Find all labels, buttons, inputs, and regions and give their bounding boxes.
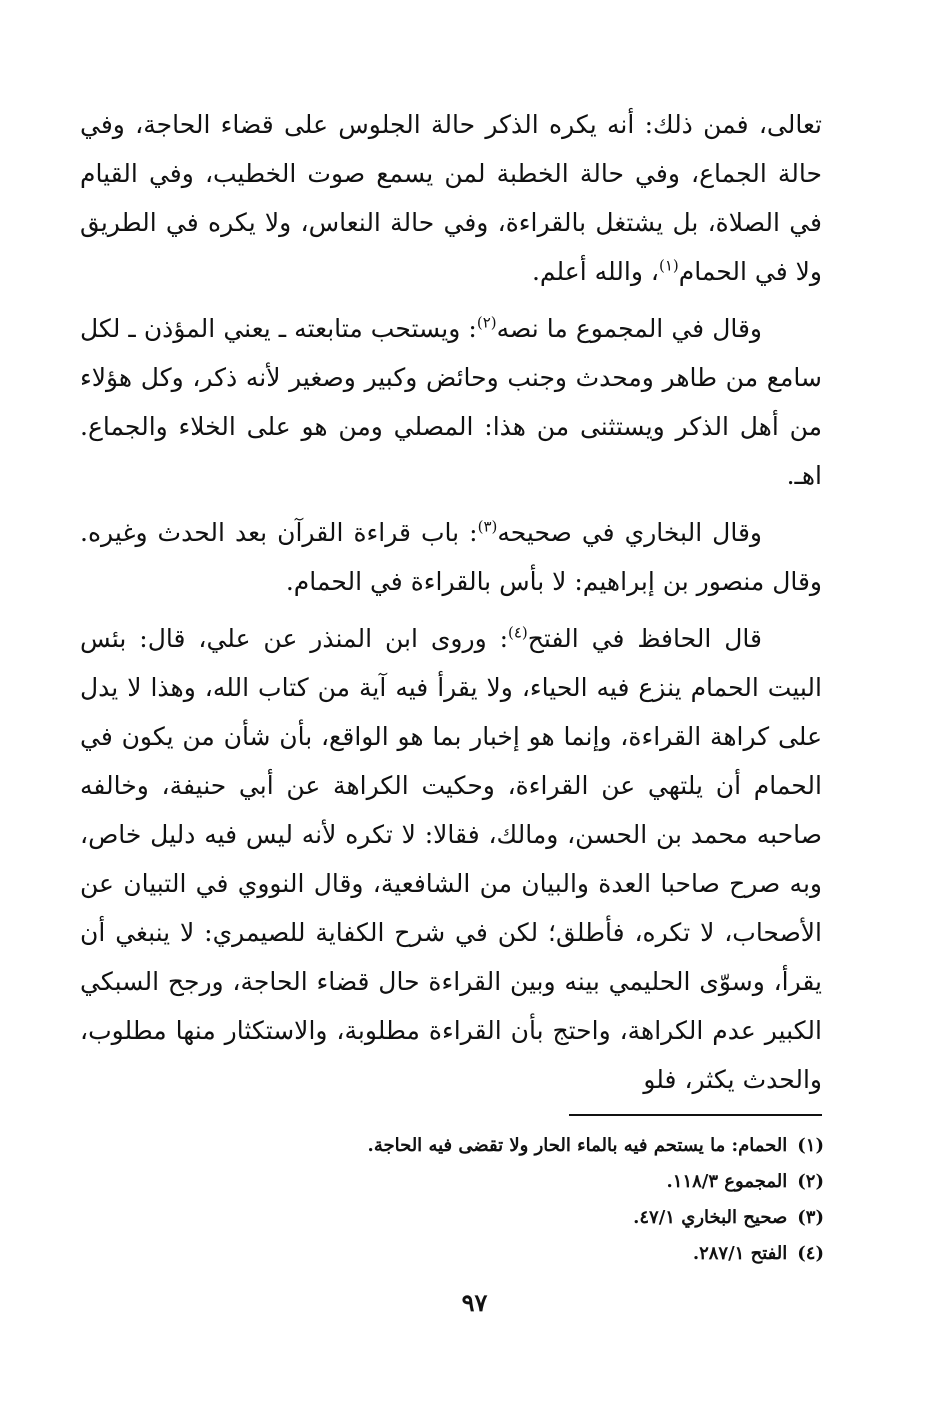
paragraph-text: : ويستحب متابعته ـ يعني المؤذن ـ لكل سامع من طاهر ومحدث وجنب وحائض وكبير وصغير لأنه ذكر، وكل هؤلاء من أهل الذكر ويستثنى من هذا: المصلي ومن هو على الخلاء والجماع. اهـ. (80, 314, 822, 490)
paragraph-4 (80, 614, 822, 1104)
footnote-1 (124, 1128, 824, 1164)
paragraph-text: قال الحافظ في الفتح (527, 624, 762, 653)
footnote-number: (٤) (797, 1243, 824, 1264)
footnote-number: (٢) (797, 1171, 824, 1192)
paragraph-text: ، والله أعلم. (531, 257, 659, 286)
paragraph-text: : باب قراءة القرآن بعد الحدث وغيره. وقال منصور بن إبراهيم: لا بأس بالقراءة في الحمام. (80, 518, 822, 596)
footnote-3 (124, 1200, 824, 1236)
footnote-text: الحمام: ما يستحم فيه بالماء الحار ولا تقضى فيه الحاجة. (367, 1135, 788, 1156)
paragraph-text: تعالى، فمن ذلك: أنه يكره الذكر حالة الجلوس على قضاء الحاجة، وفي حالة الجماع، وفي حالة الخطبة لمن يسمع صوت الخطيب، وفي القيام في الصلاة، بل يشتغل بالقراءة، وفي حالة النعاس، ولا يكره في الطريق ولا في الحمام (80, 110, 822, 286)
footnote-number: (٣) (797, 1207, 824, 1228)
paragraph-2 (80, 304, 822, 500)
page-number: ٩٧ (461, 1288, 488, 1317)
paragraph-text: : وروى ابن المنذر عن علي، قال: بئس البيت الحمام ينزع فيه الحياء، ولا يقرأ فيه آية من كتاب الله، وهذا لا يدل على كراهة القراءة، وإنما هو إخبار بما هو الواقع، بأن شأن من يكون في الحمام أن يلتهي عن القراءة، وحكيت الكراهة عن أبي حنيفة، وخالفه صاحبه محمد بن الحسن، ومالك، فقالا: لا تكره لأنه ليس فيه دليل خاص، وبه صرح صاحبا العدة والبيان من الشافعية، وقال النووي في التبيان عن الأصحاب، لا تكره، فأطلق؛ لكن في شرح الكفاية للصيمري: لا ينبغي أن يقرأ، وسوّى الحليمي بينه وبين القراءة حال قضاء الحاجة، ورجح السبكي الكبير عدم الكراهة، واحتج بأن القراءة مطلوبة، والاستكثار منها مطلوب، والحدث يكثر، فلو (80, 624, 822, 1094)
footnote-text: المجموع ١١٨/٣. (666, 1171, 788, 1192)
page-body (80, 100, 822, 1112)
paragraph-3 (80, 508, 822, 606)
footnote-ref-1[interactable]: (١) (658, 256, 679, 275)
paragraph-1 (80, 100, 822, 296)
paragraph-text: وقال في المجموع ما نصه (496, 314, 762, 343)
footnote-text: صحيح البخاري ٤٧/١. (633, 1207, 788, 1228)
footnote-number: (١) (797, 1135, 824, 1156)
paragraph-text: وقال البخاري في صحيحه (497, 518, 762, 547)
footnote-ref-4[interactable]: (٤) (508, 623, 528, 642)
footnote-2 (124, 1164, 824, 1200)
footnote-4 (124, 1236, 824, 1272)
footnote-ref-3[interactable]: (٣) (477, 517, 498, 536)
footnote-ref-2[interactable]: (٢) (476, 313, 497, 332)
footnote-text: الفتح ٢٨٧/١. (692, 1243, 788, 1264)
footnotes (124, 1128, 824, 1272)
footnote-separator (569, 1114, 822, 1116)
